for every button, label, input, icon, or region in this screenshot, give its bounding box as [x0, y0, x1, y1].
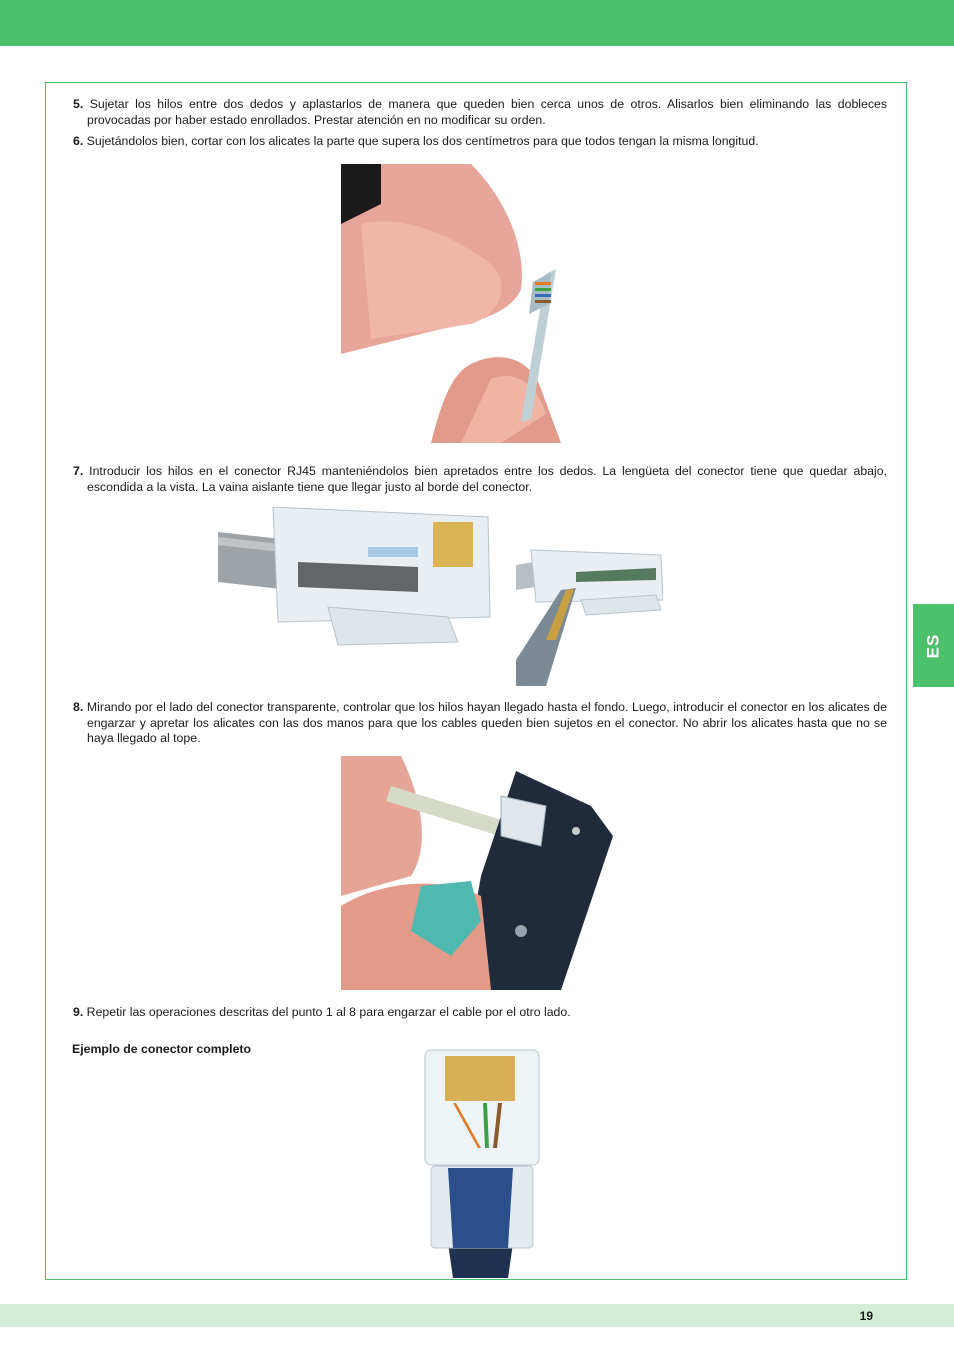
example-label: Ejemplo de conector completo	[72, 1042, 252, 1056]
photo-crimping-tool	[341, 756, 613, 990]
step-text: Sujetar los hilos entre dos dedos y aplastarlos de manera que queden bien cerca unos de otros. Alisarlos bien eliminando las dobleces provocadas por haber estado enrollados. Prestar atención en no modificar su orden.	[83, 97, 887, 127]
step-text: Sujetándolos bien, cortar con los alicates la parte que supera los dos centímetros para que todos tengan la misma longitud.	[83, 134, 759, 148]
photo-rj45-connector-pen	[516, 510, 663, 686]
step-5	[73, 97, 887, 128]
step-text: Mirando por el lado del conector transparente, controlar que los hilos hayan llegado hasta el fondo. Luego, introducir el conector en los alicates de engarzar y apretar los alicates con las dos manos para que los cables queden bien sujetos en el conector. No abrir los alicates hasta que no se haya llegado al tope.	[83, 700, 887, 745]
step-number: 8.	[73, 700, 84, 714]
step-number: 7.	[73, 464, 84, 478]
step-number: 9.	[73, 1005, 84, 1019]
photo-hand-holding-wires	[341, 164, 596, 443]
language-tab	[913, 604, 954, 687]
step-text: Repetir las operaciones descritas del punto 1 al 8 para engarzar el cable por el otro lado.	[83, 1005, 571, 1019]
step-number: 6.	[73, 134, 84, 148]
step-7	[73, 464, 887, 495]
step-9	[73, 1005, 887, 1021]
step-8	[73, 700, 887, 747]
step-6	[73, 134, 887, 150]
language-tab-label: ES	[923, 633, 943, 658]
footer-bar	[0, 1304, 954, 1327]
photo-rj45-connector-side	[218, 507, 492, 647]
photo-completed-connector	[423, 1048, 541, 1278]
page-number: 19	[859, 1309, 873, 1323]
step-text: Introducir los hilos en el conector RJ45 manteniéndolos bien apretados entre los dedos. La lengüeta del conector tiene que quedar abajo, escondida a la vista. La vaina aislante tiene que llegar justo al borde del conector.	[83, 464, 887, 494]
step-number: 5.	[73, 97, 84, 111]
header-bar	[0, 0, 954, 46]
